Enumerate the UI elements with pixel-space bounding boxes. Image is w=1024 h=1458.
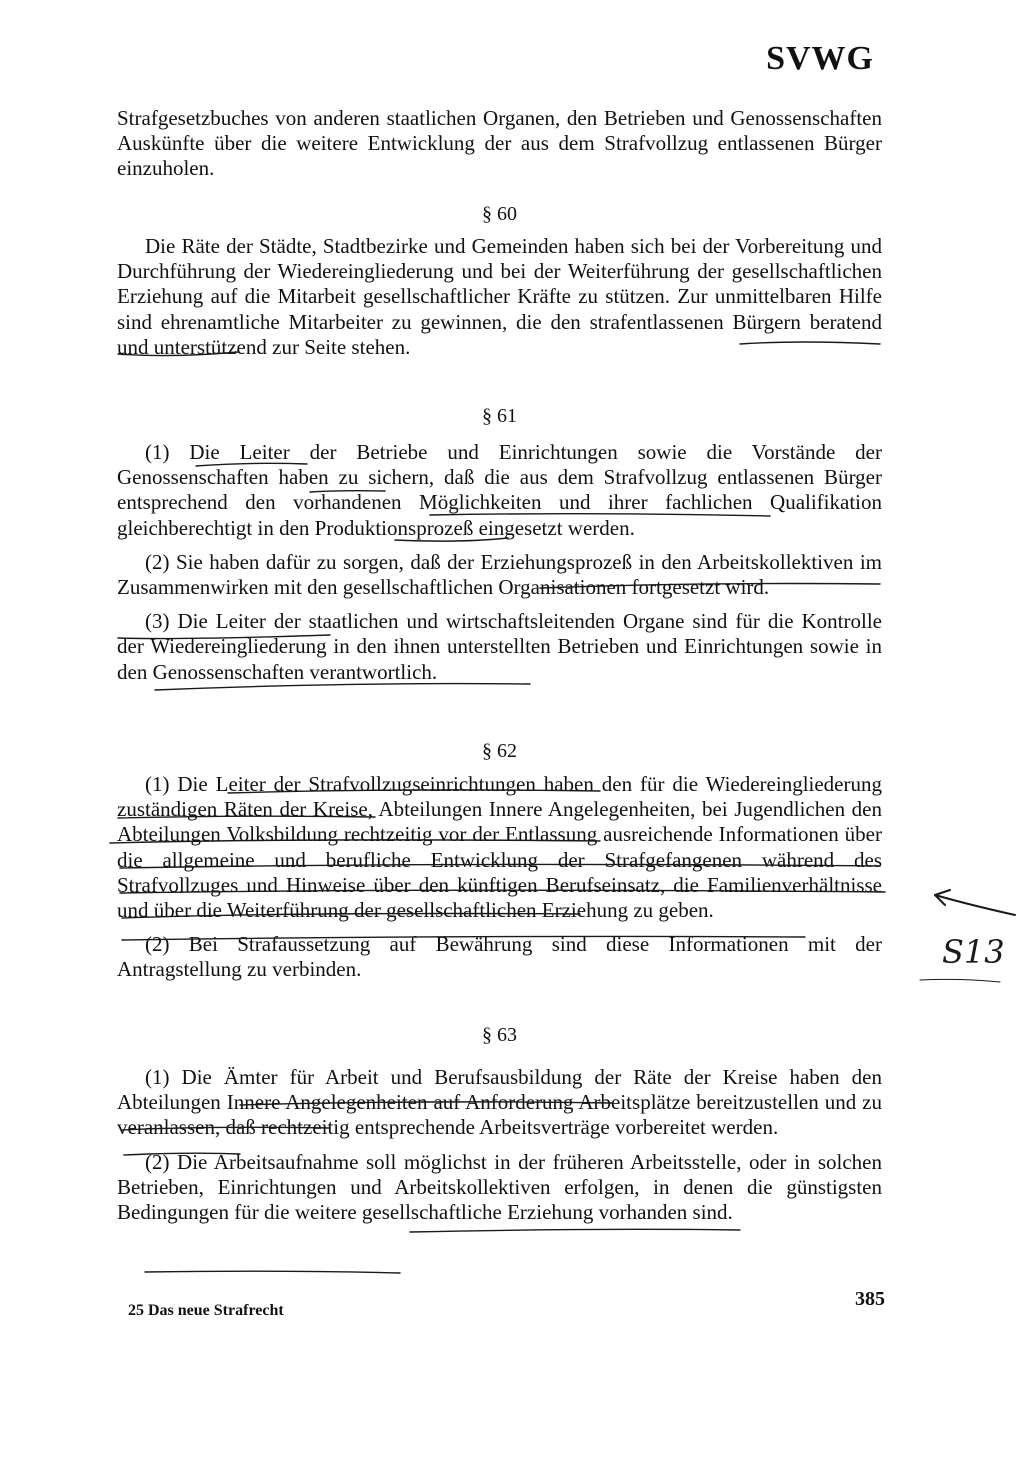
- section-63-paragraph-1: (1) Die Ämter für Arbeit und Berufsausbildung der Räte der Kreise haben den Abteilungen Innere Angelegenheiten auf Anforderung Arbeitsplätze bereitzustellen und zu veranlassen, daß rechtzeitig entsprechende Arbeitsverträge vorbereitet werden.: [117, 1065, 882, 1140]
- underline-bottom-rule: [145, 1271, 400, 1273]
- section-61-paragraph-1: (1) Die Leiter der Betriebe und Einrichtungen sowie die Vorstände der Genossenschaften haben zu sichern, daß die aus dem Strafvollzug entlassenen Bürger entsprechend den vorhandenen Möglichkeiten und ihrer fachlichen Qualifikation gleichberechtigt in den Produktionsprozeß eingesetzt werden.: [117, 440, 882, 540]
- margin-arrow-line: [935, 895, 1015, 915]
- section-62-paragraph-1: (1) Die Leiter der Strafvollzugseinrichtungen haben den für die Wiedereingliederung zuständigen Räten der Kreise, Abteilungen Innere Angelegenheiten, bei Jugendlichen den Abteilungen Volksbildung rechtzeitig vor der Entlassung ausreichende Informationen über die allgemeine und berufliche Entwicklung der Strafgefangenen während des Strafvollzuges und Hinweise über den künftigen Berufseinsatz, die Familienverhältnisse und über die Weiterführung der gesellschaftlichen Erziehung zu geben.: [117, 772, 882, 923]
- section-60-body: [117, 234, 882, 360]
- footer-book-title: 25 Das neue Strafrecht: [128, 1302, 284, 1319]
- section-63-body: [117, 1065, 882, 1225]
- section-61-paragraph-2: (2) Sie haben dafür zu sorgen, daß der Erziehungsprozeß in den Arbeitskollektiven im Zusammenwirken mit den gesellschaftlichen Organisationen fortgesetzt wird.: [117, 549, 882, 600]
- intro-block: [117, 106, 882, 182]
- section-62-body: [117, 772, 882, 983]
- underline-bedingungen: [410, 1229, 740, 1232]
- header-mark: SVWG: [766, 40, 874, 77]
- section-60-paragraph: Die Räte der Städte, Stadtbezirke und Gemeinden haben sich bei der Vorbereitung und Durchführung der Wiedereingliederung und bei der Weiterführung der gesellschaftlichen Erziehung auf die Mitarbeit gesellschaftlicher Kräfte zu stützen. Zur unmittelbaren Hilfe sind ehrenamtliche Mitarbeiter zu gewinnen, die den strafentlassenen Bürgern beratend und unterstützend zur Seite stehen.: [117, 234, 882, 359]
- margin-short-rule: [920, 979, 1000, 982]
- section-62-paragraph-2: (2) Bei Strafaussetzung auf Bewährung sind diese Informationen mit der Antragstellung zu verbinden.: [117, 932, 882, 982]
- margin-arrow-head: [935, 890, 950, 905]
- page-number: 385: [855, 1288, 885, 1310]
- section-heading-61: § 61: [482, 405, 517, 427]
- section-61-paragraph-3: (3) Die Leiter der staatlichen und wirtschaftsleitenden Organe sind für die Kontrolle der Wiedereingliederung in den ihnen unterstellten Betrieben und Einrichtungen sowie in den Genossenschaften verantwortlich.: [117, 609, 882, 684]
- section-heading-62: § 62: [482, 740, 517, 762]
- section-61-body: [117, 440, 882, 685]
- margin-note-text: S13: [942, 933, 1005, 971]
- intro-paragraph: Strafgesetzbuches von anderen staatlichen Organen, den Betrieben und Genossenschaften Auskünfte über die weitere Entwicklung der aus dem Strafvollzug entlassenen Bürger einzuholen.: [117, 106, 882, 181]
- section-63-paragraph-2: (2) Die Arbeitsaufnahme soll möglichst in der früheren Arbeitsstelle, oder in solchen Betrieben, Einrichtungen und Arbeitskollektiven erfolgen, in denen die günstigsten Bedingungen für die weitere gesellschaftliche Erziehung vorhanden sind.: [117, 1149, 882, 1225]
- section-heading-63: § 63: [482, 1024, 517, 1046]
- section-heading-60: § 60: [482, 203, 517, 225]
